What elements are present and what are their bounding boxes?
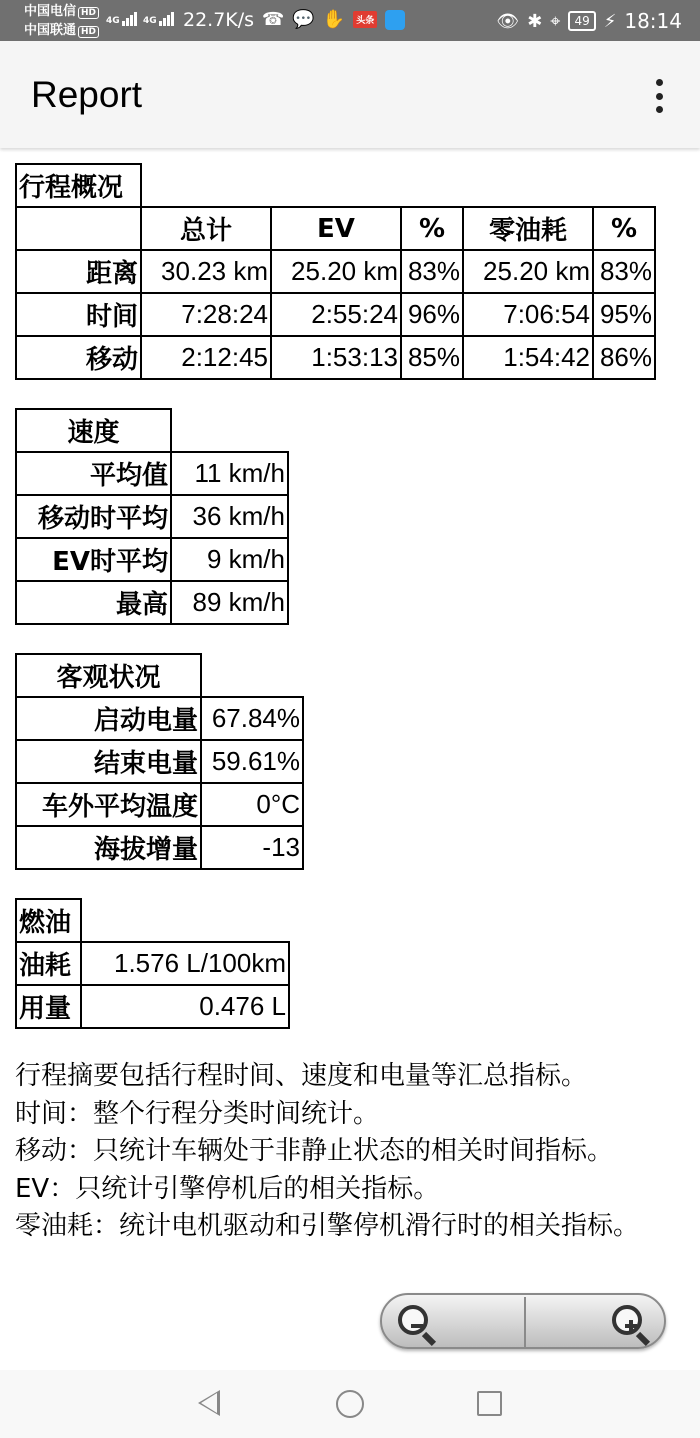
table-cell: 1:54:42 [463, 336, 593, 379]
row-label: 最高 [16, 581, 171, 624]
row-label: 车外平均温度 [16, 783, 201, 826]
table-row [16, 336, 655, 379]
browser-icon [385, 10, 405, 30]
row-label: 时间 [16, 293, 141, 336]
description-line: 时间：整个行程分类时间统计。 [15, 1098, 380, 1129]
status-bar [0, 0, 700, 41]
row-label: 油耗 [16, 942, 81, 985]
recents-icon[interactable] [477, 1391, 502, 1416]
table-row [16, 826, 303, 869]
zoom-divider [524, 1297, 526, 1347]
table-cell: 83% [593, 250, 655, 293]
app-bar [0, 41, 700, 148]
table-row [16, 207, 655, 250]
zoom-in-icon [612, 1305, 642, 1335]
report-description [15, 1058, 695, 1246]
table-row [16, 495, 288, 538]
signal-1-icon: 4G [106, 10, 137, 26]
column-header: 零油耗 [463, 207, 593, 250]
conditions-table [15, 653, 304, 870]
row-label: 结束电量 [16, 740, 201, 783]
table-cell: 2:12:45 [141, 336, 271, 379]
missed-call-icon: ☎ [262, 9, 285, 30]
row-label: 移动 [16, 336, 141, 379]
column-header: 总计 [141, 207, 271, 250]
table-cell: 25.20 km [463, 250, 593, 293]
row-label: EV时平均 [16, 538, 171, 581]
table-row [16, 452, 288, 495]
eye-icon: 👁 [496, 10, 520, 32]
row-label: 用量 [16, 985, 81, 1028]
fuel-title: 燃油 [16, 899, 81, 942]
table-row [16, 740, 303, 783]
description-line: EV：只统计引擎停机后的相关指标。 [15, 1173, 440, 1204]
home-icon[interactable] [336, 1390, 364, 1418]
trip-overview-table [15, 163, 656, 380]
system-nav-bar [0, 1370, 700, 1438]
column-header: % [593, 207, 655, 250]
table-row [16, 697, 303, 740]
speed-table [15, 408, 289, 625]
fuel-table [15, 898, 290, 1029]
table-cell: 1:53:13 [271, 336, 401, 379]
bluetooth-icon: ✱ [527, 10, 543, 32]
table-row [16, 985, 289, 1028]
row-label: 启动电量 [16, 697, 201, 740]
table-cell: 67.84% [201, 697, 303, 740]
overflow-menu-icon[interactable] [646, 75, 672, 117]
zoom-in-button[interactable] [608, 1301, 652, 1345]
table-cell: 86% [593, 336, 655, 379]
app-notification-icon: ✋ [322, 9, 346, 30]
hd-badge: HD [78, 7, 99, 19]
hd-badge: HD [78, 26, 99, 38]
table-cell: 25.20 km [271, 250, 401, 293]
table-cell: 1.576 L/100km [81, 942, 289, 985]
charging-icon: ⚡ [603, 10, 617, 32]
description-line: 行程摘要包括行程时间、速度和电量等汇总指标。 [15, 1061, 588, 1091]
table-cell: -13 [201, 826, 303, 869]
carrier-info [24, 3, 99, 41]
row-label: 平均值 [16, 452, 171, 495]
description-line: 零油耗：统计电机驱动和引擎停机滑行时的相关指标。 [15, 1211, 640, 1241]
table-cell: 11 km/h [171, 452, 288, 495]
trip-title: 行程概况 [16, 164, 141, 207]
conditions-title: 客观状况 [16, 654, 201, 697]
table-cell: 85% [401, 336, 463, 379]
speed-title: 速度 [16, 409, 171, 452]
column-header: EV [271, 207, 401, 250]
table-cell: 83% [401, 250, 463, 293]
system-icons [496, 9, 682, 33]
table-cell: 30.23 km [141, 250, 271, 293]
zoom-out-icon [398, 1305, 428, 1335]
table-cell: 36 km/h [171, 495, 288, 538]
carrier-1: 中国电信 [24, 4, 77, 19]
empty-header-cell [16, 207, 141, 250]
table-cell: 2:55:24 [271, 293, 401, 336]
table-cell: 0.476 L [81, 985, 289, 1028]
row-label: 海拔增量 [16, 826, 201, 869]
table-cell: 0°C [201, 783, 303, 826]
table-row [16, 581, 288, 624]
zoom-control [380, 1293, 666, 1349]
back-icon[interactable] [198, 1390, 220, 1416]
row-label: 移动时平均 [16, 495, 171, 538]
table-row [16, 942, 289, 985]
clock: 18:14 [624, 9, 682, 33]
table-row [16, 250, 655, 293]
notification-icons [262, 9, 405, 30]
location-icon: ⌖ [550, 10, 561, 32]
zoom-out-button[interactable] [394, 1301, 438, 1345]
carrier-2: 中国联通 [24, 23, 77, 38]
table-cell: 59.61% [201, 740, 303, 783]
toutiao-icon: 头条 [353, 11, 377, 28]
table-row [16, 538, 288, 581]
column-header: % [401, 207, 463, 250]
table-cell: 95% [593, 293, 655, 336]
table-cell: 7:28:24 [141, 293, 271, 336]
table-cell: 89 km/h [171, 581, 288, 624]
table-row [16, 293, 655, 336]
row-label: 距离 [16, 250, 141, 293]
table-cell: 9 km/h [171, 538, 288, 581]
table-cell: 7:06:54 [463, 293, 593, 336]
message-icon: 💬 [292, 9, 315, 30]
battery-icon: 49 [568, 11, 595, 31]
signal-2-icon: 4G [143, 10, 174, 26]
network-speed: 22.7K/s [183, 9, 255, 31]
page-title: Report [31, 74, 143, 115]
table-cell: 96% [401, 293, 463, 336]
description-line: 移动：只统计车辆处于非静止状态的相关时间指标。 [15, 1136, 614, 1166]
table-row [16, 783, 303, 826]
